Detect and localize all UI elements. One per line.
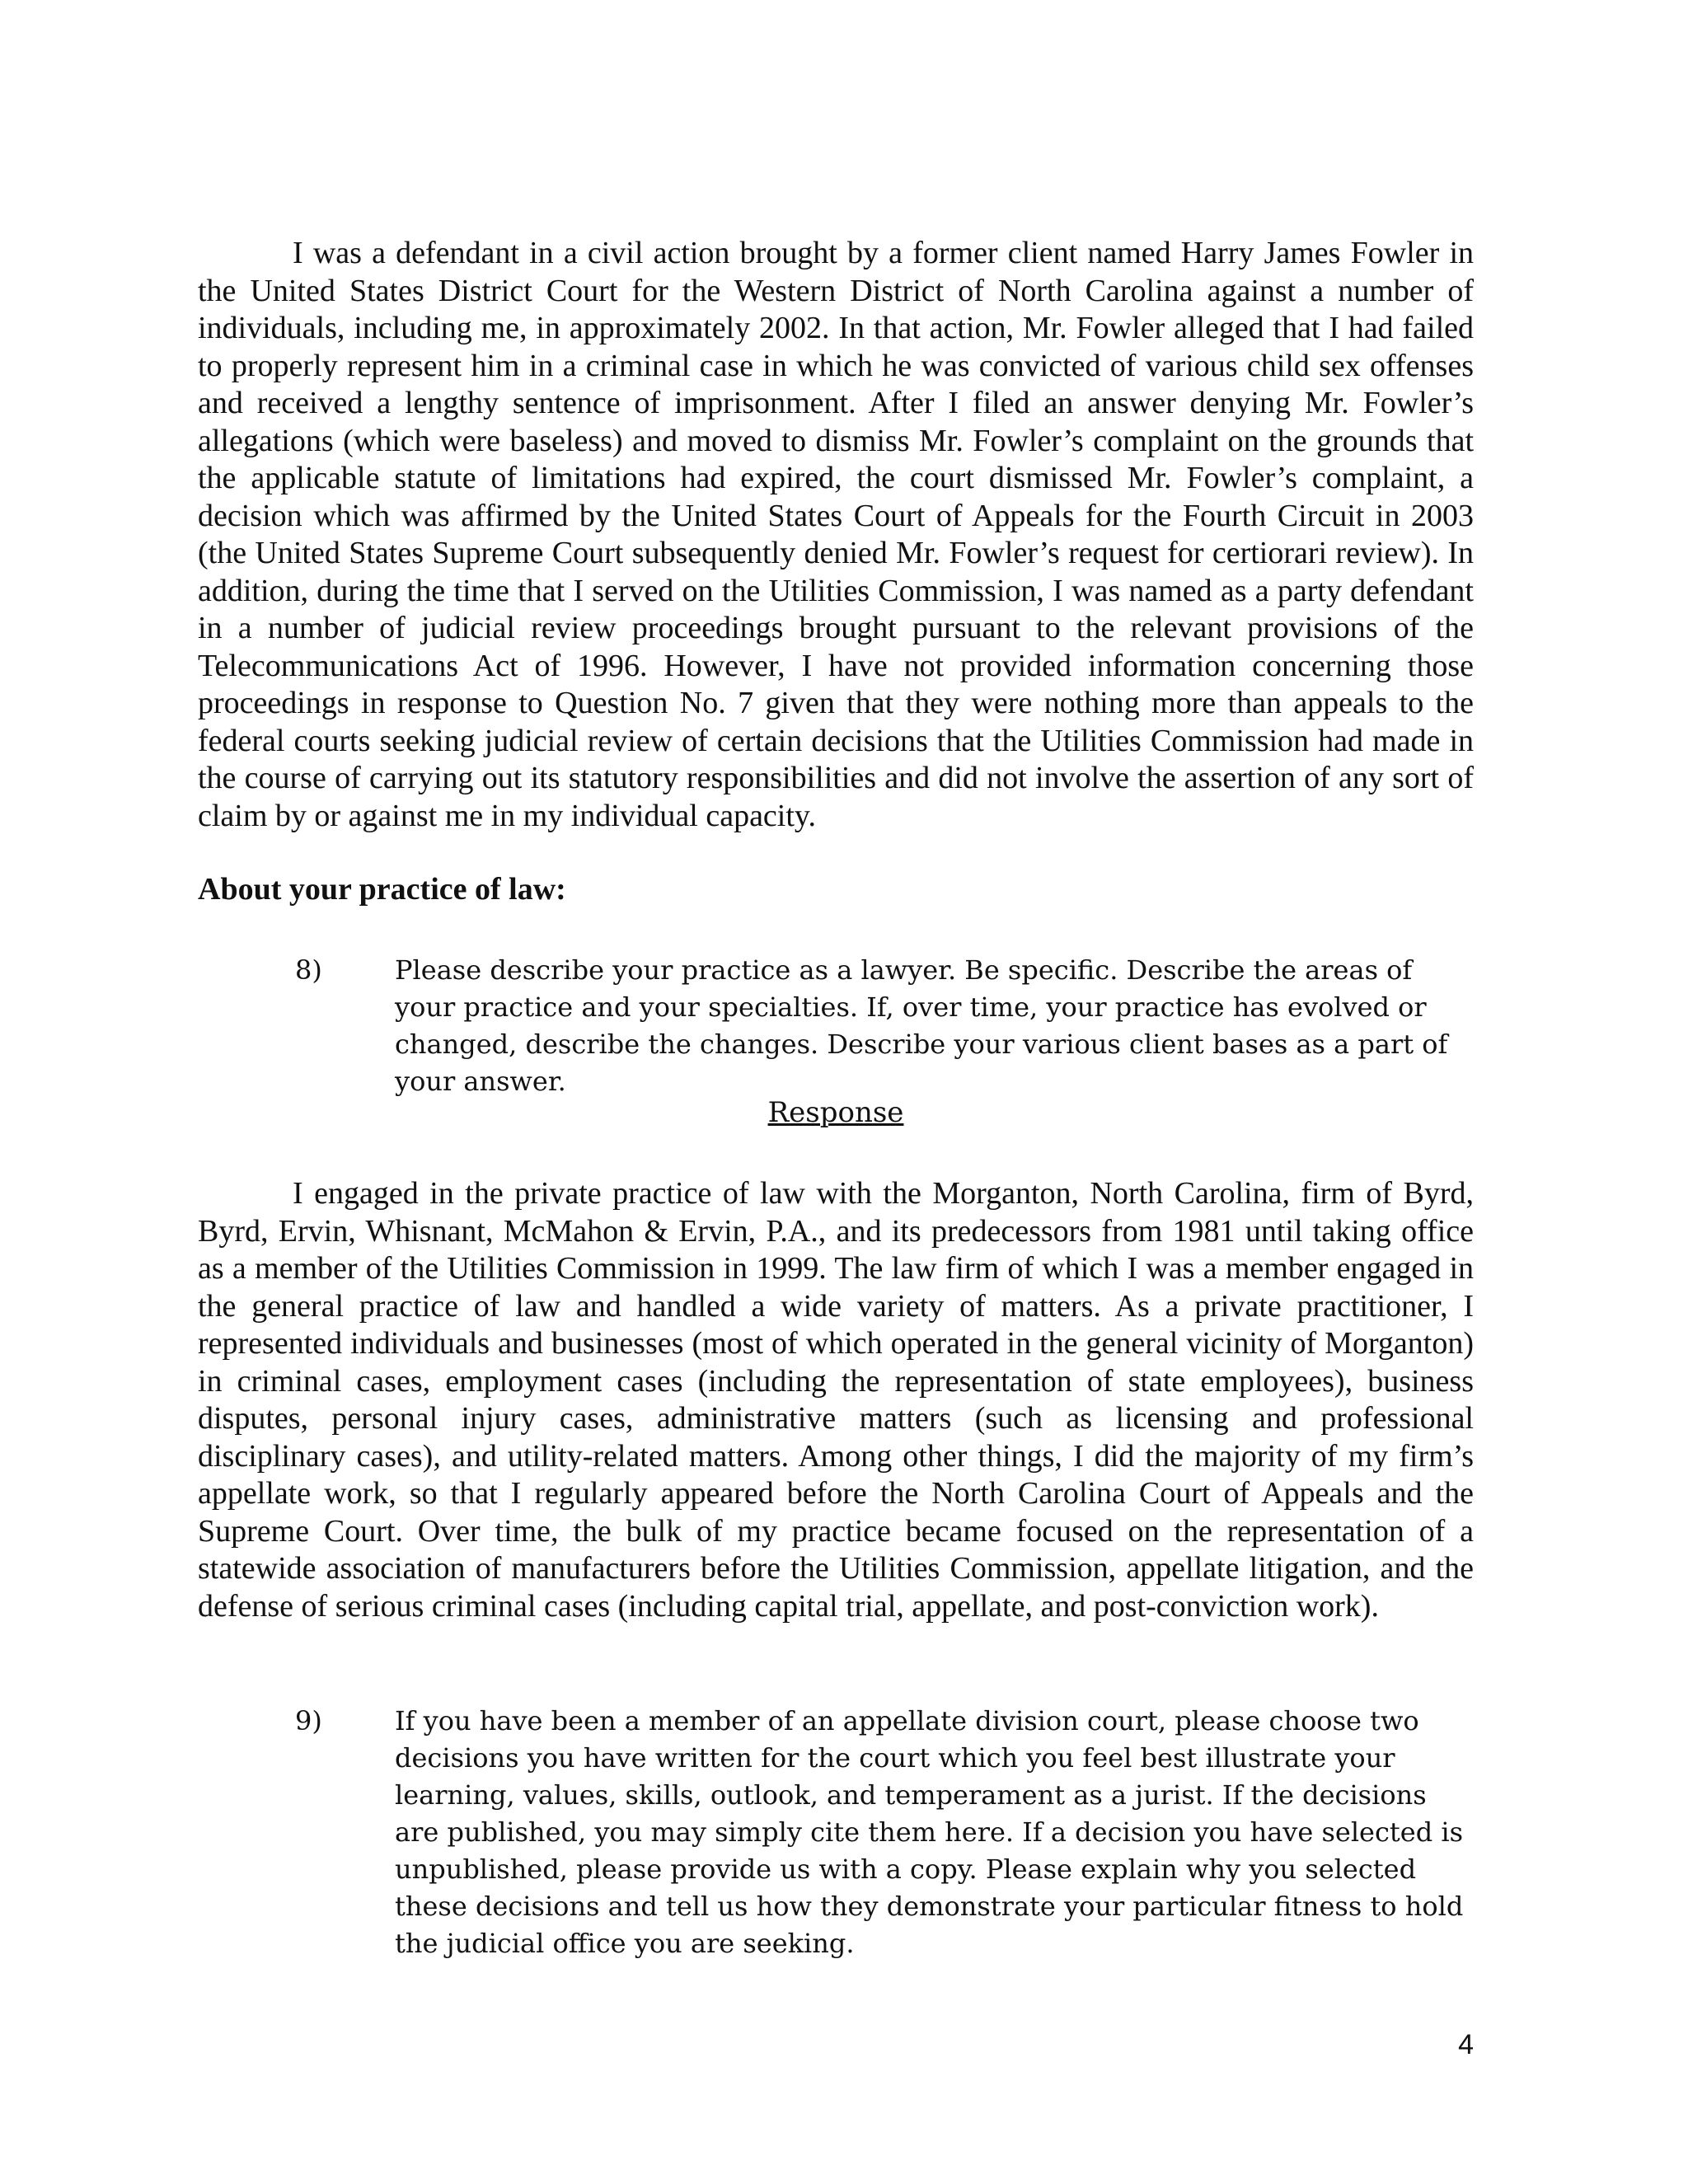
question-9-text: If you have been a member of an appellate division court, please choose two decisions you have written for the court which you feel best illustrate your learning, values, skills, outlook, and temperament as a jurist. If the decisions are published, you may simply cite them here. If a decision you have selected is unpublished, please provide us with a copy. Please explain why you selected these decisions and tell us how they demonstrate your particular fitness to hold the judicial office you are seeking. [395,1705,1464,1959]
response-heading: Response [767,1096,904,1129]
section-heading-practice-of-law: About your practice of law: [198,872,566,907]
page-number: 4 [1458,2029,1474,2060]
question-8-number: 8) [295,954,322,986]
paragraph-private-practice: I engaged in the private practice of law with the Morganton, North Carolina, firm of Byrd, Byrd, Ervin, Whisnant, McMahon & Ervin, P.A., and its predecessors from 1981 until taking office as a member of the Utilities Commission in 1999. The law firm of which I was a member engaged in the general practice of law and handled a wide variety of matters. As a private practitioner, I represented individuals and businesses (most of which operated in the general vicinity of Morganton) in criminal cases, employment cases (including the representation of state employees), business disputes, personal injury cases, administrative matters (such as licensing and professional disciplinary cases), and utility-related matters. Among other things, I did the majority of my firm’s appellate work, so that I regularly appeared before the North Carolina Court of Appeals and the Supreme Court. Over time, the bulk of my practice became focused on the representation of a statewide association of manufacturers before the Utilities Commission, appellate litigation, and the defense of serious criminal cases (including capital trial, appellate, and post-conviction work). [198,1176,1474,1624]
question-9-number: 9) [295,1705,322,1736]
question-8-text: Please describe your practice as a lawyer. Be specific. Describe the areas of your practice and your specialties. If, over time, your practice has evolved or changed, describe the changes. Describe your various client bases as a part of your answer. [395,954,1448,1097]
question-8 [295,952,1474,1100]
paragraph-civil-action: I was a defendant in a civil action brought by a former client named Harry James Fowler in the United States District Court for the Western District of North Carolina against a number of individuals, including me, in approximately 2002. In that action, Mr. Fowler alleged that I had failed to properly represent him in a criminal case in which he was convicted of various child sex offenses and received a lengthy sentence of imprisonment. After I filed an answer denying Mr. Fowler’s allegations (which were baseless) and moved to dismiss Mr. Fowler’s complaint on the grounds that the applicable statute of limitations had expired, the court dismissed Mr. Fowler’s complaint, a decision which was affirmed by the United States Court of Appeals for the Fourth Circuit in 2003 (the United States Supreme Court subsequently denied Mr. Fowler’s request for certiorari review). In addition, during the time that I served on the Utilities Commission, I was named as a party defendant in a number of judicial review proceedings brought pursuant to the relevant provisions of the Telecommunications Act of 1996. However, I have not provided information concerning those proceedings in response to Question No. 7 given that they were nothing more than appeals to the federal courts seeking judicial review of certain decisions that the Utilities Commission had made in the course of carrying out its statutory responsibilities and did not involve the assertion of any sort of claim by or against me in my individual capacity. [198,236,1474,833]
question-9 [295,1703,1474,1962]
